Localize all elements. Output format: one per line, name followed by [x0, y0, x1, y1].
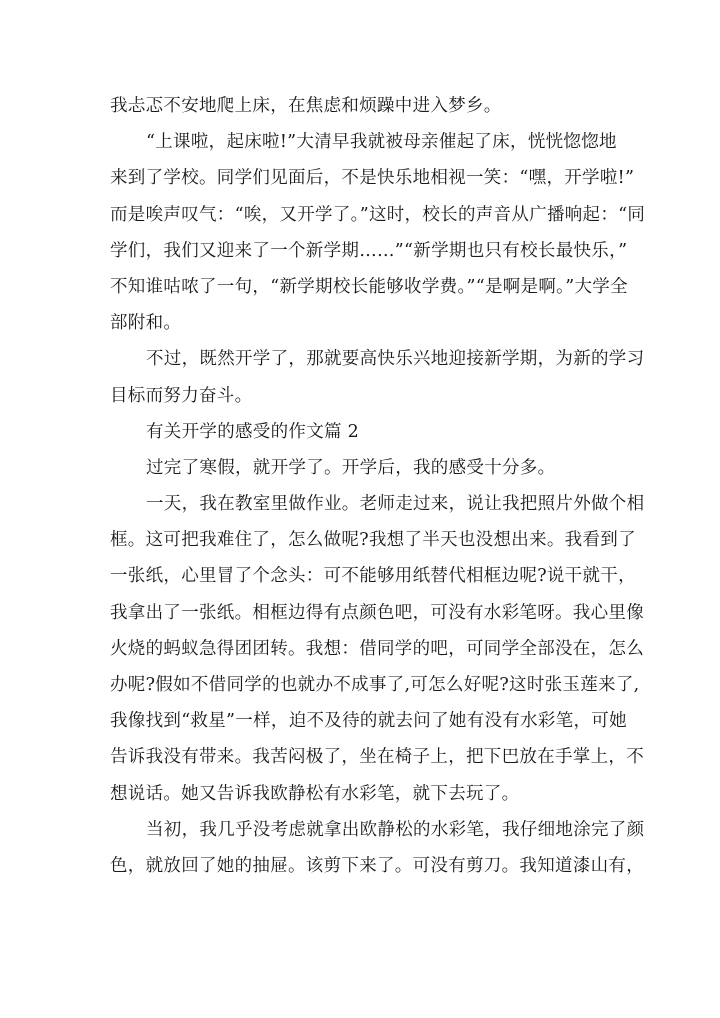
text-line: 而是唉声叹气：“唉，又开学了。”这时，校长的声音从广播响起：“同 [110, 204, 646, 225]
text-line: 办呢?假如不借同学的也就办不成事了,可怎么好呢?这时张玉莲来了, [110, 675, 640, 695]
text-line: 火烧的蚂蚁急得团团转。我想：借同学的吧，可同学全部没在，怎么 [110, 638, 644, 659]
text-line: 告诉我没有带来。我苦闷极了，坐在椅子上，把下巴放在手掌上，不 [110, 747, 644, 768]
text-line: 不过，既然开学了，那就要高快乐兴地迎接新学期，为新的学习 [146, 349, 645, 370]
text-line: 我拿出了一张纸。相框边得有点颜色吧，可没有水彩笔呀。我心里像 [110, 602, 644, 623]
section-heading: 有关开学的感受的作文篇 2 [146, 421, 360, 442]
text-line: 当初，我几乎没考虑就拿出欧静松的水彩笔，我仔细地涂完了颜 [146, 819, 645, 840]
text-line: 不知谁咕哝了一句，“新学期校长能够收学费。”“是啊是啊。”大学全 [110, 276, 628, 297]
text-line: “上课啦，起床啦!”大清早我就被母亲催起了床，恍恍惚惚地 [146, 132, 617, 153]
text-line: 过完了寒假，就开学了。开学后，我的感受十分多。 [146, 457, 556, 478]
text-line: 想说话。她又告诉我欧静松有水彩笔，就下去玩了。 [110, 783, 520, 804]
text-line: 来到了学校。同学们见面后，不是快乐地相视一笑：“嘿，开学啦!” [110, 168, 635, 189]
document-body [110, 88, 646, 884]
text-line: 目标而努力奋斗。 [110, 385, 253, 406]
text-line: 一张纸，心里冒了个念头：可不能够用纸替代相框边呢?说干就干， [110, 566, 636, 587]
text-line: 部附和。 [110, 313, 182, 334]
text-line: 一天，我在教室里做作业。老师走过来，说让我把照片外做个相 [146, 494, 645, 515]
text-line: 我忐忑不安地爬上床，在焦虑和烦躁中进入梦乡。 [110, 96, 502, 116]
text-line: 框。这可把我难住了，怎么做呢?我想了半天也没想出来。我看到了 [110, 530, 636, 551]
text-line: 色，就放回了她的抽屉。该剪下来了。可没有剪刀。我知道漆山有， [110, 855, 644, 876]
text-line: 学们，我们又迎来了一个新学期……”“新学期也只有校长最快乐，” [110, 240, 628, 261]
text-line: 我像找到“救星”一样，迫不及待的就去问了她有没有水彩笔，可她 [110, 711, 627, 732]
